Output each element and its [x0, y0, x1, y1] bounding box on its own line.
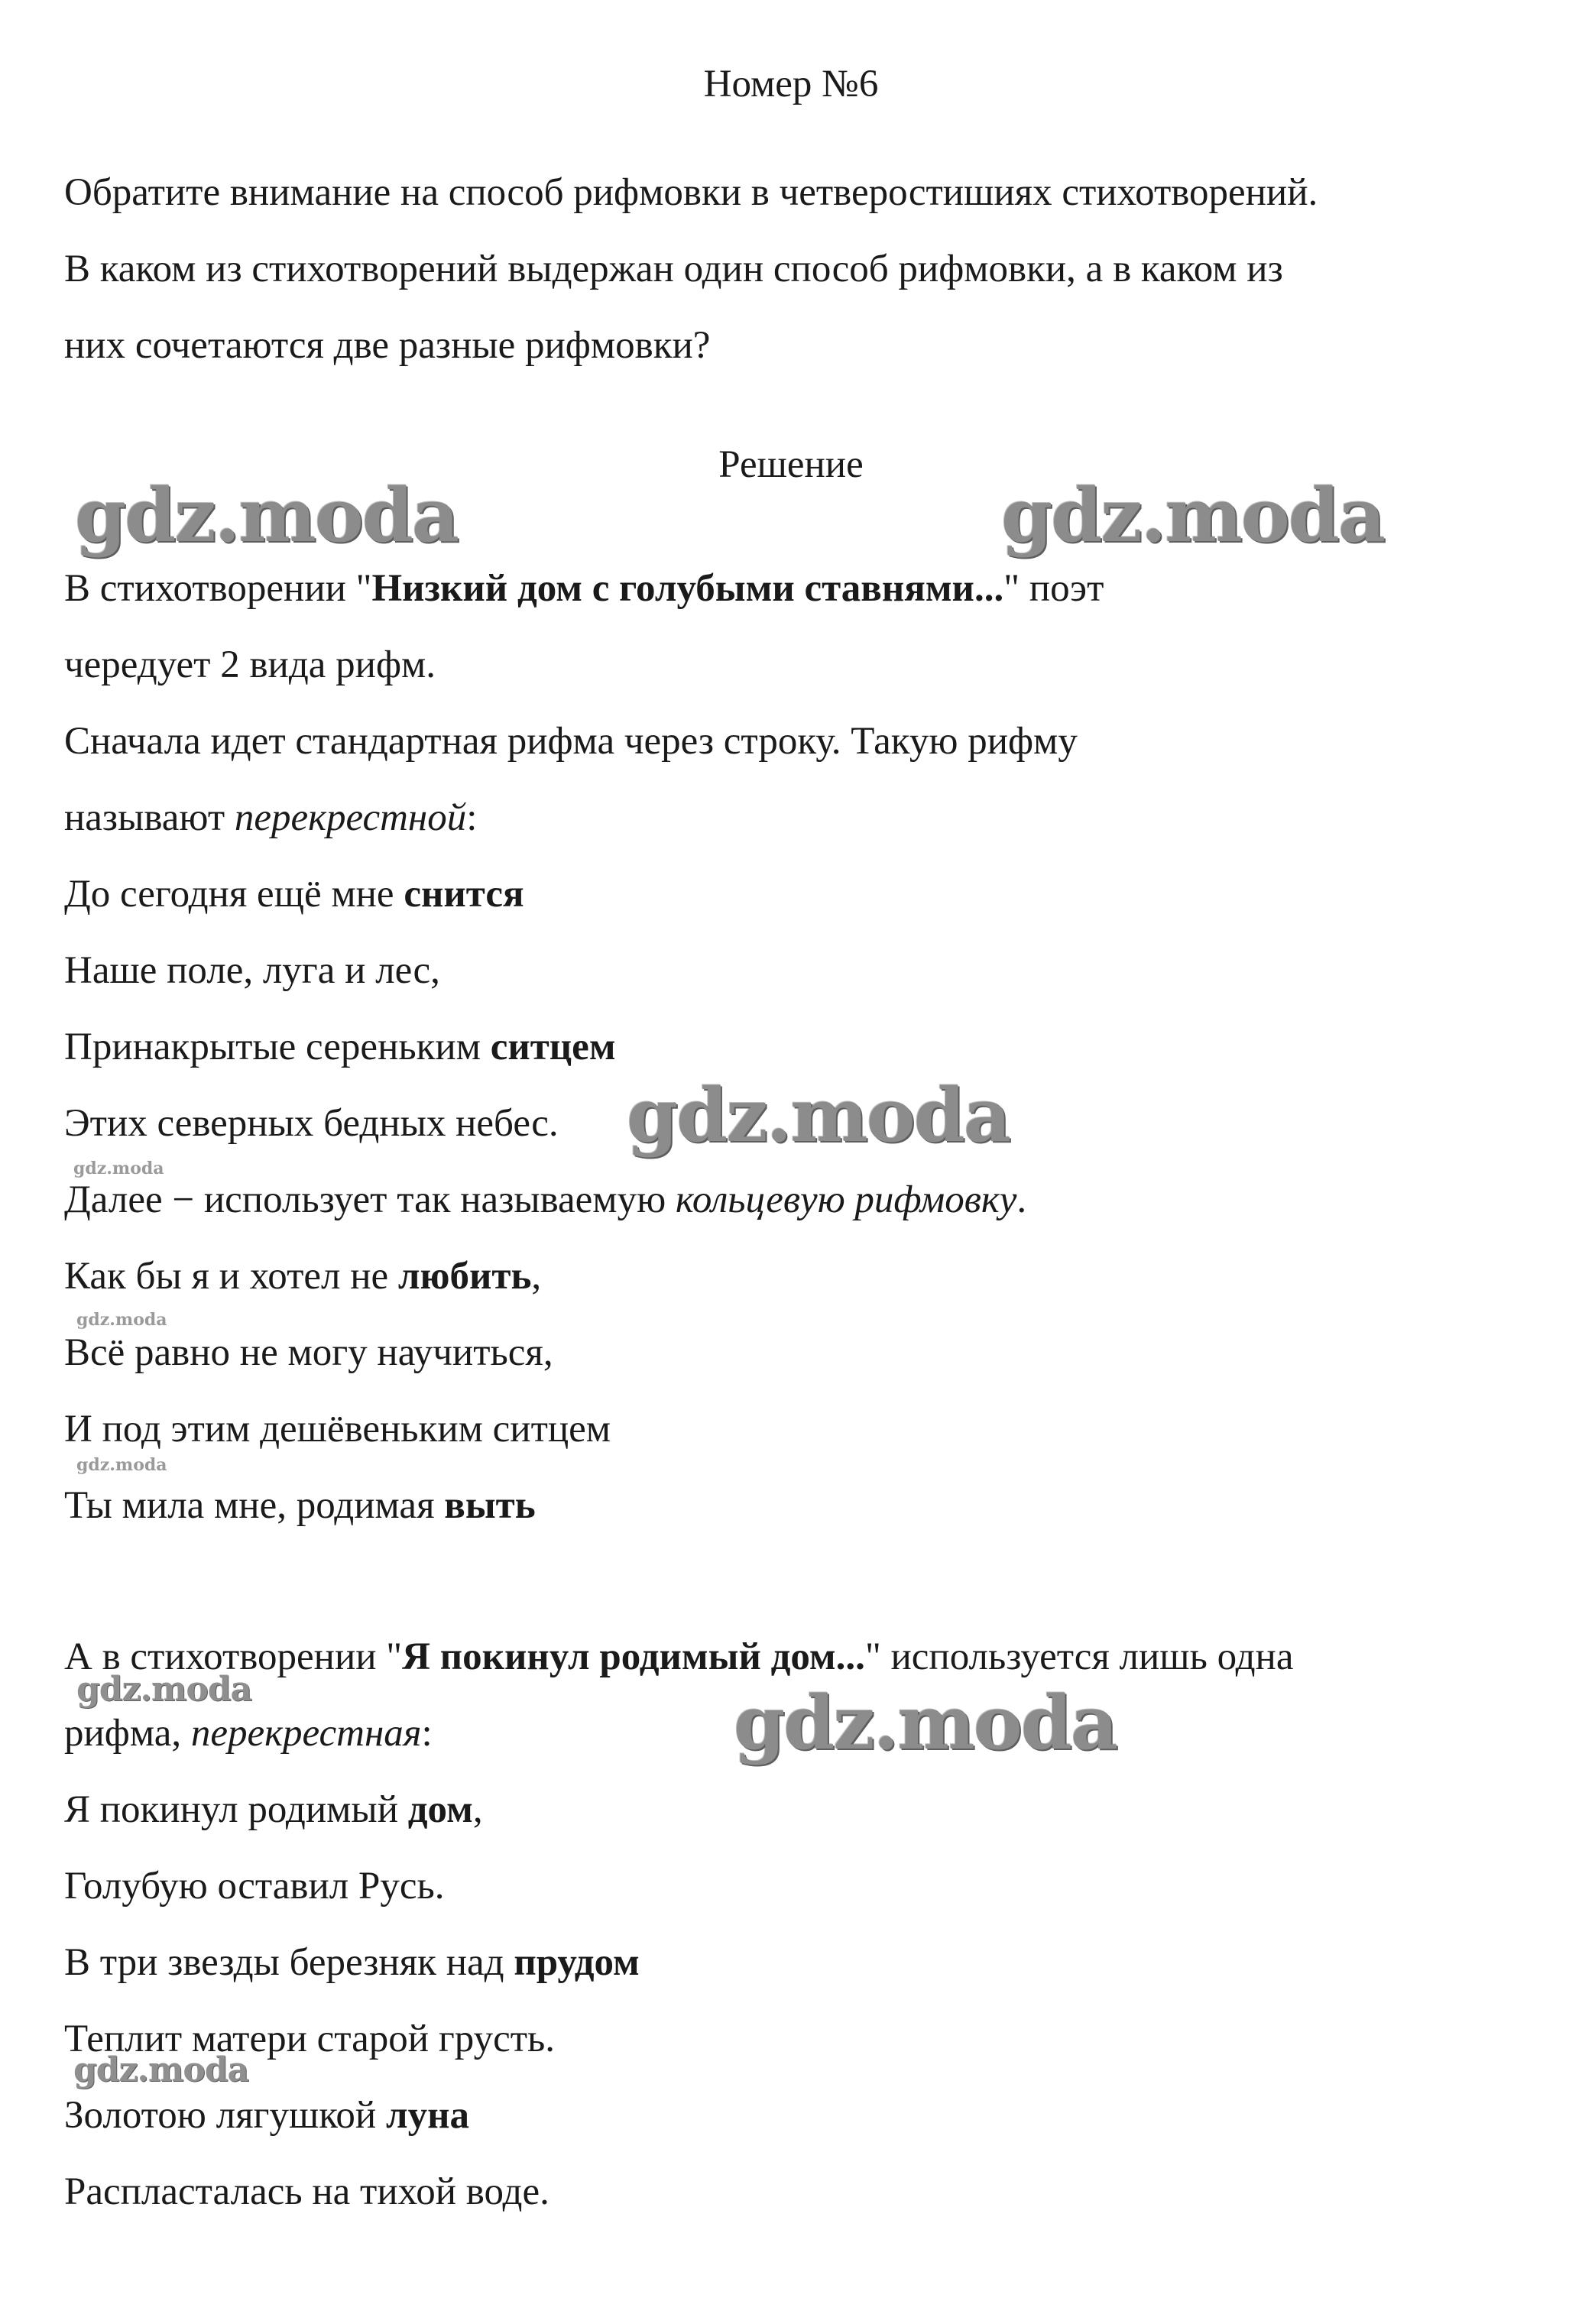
watermark-logo-small: gdz.moda [76, 1455, 167, 1475]
watermark-logo-small: gdz.moda [76, 1310, 167, 1330]
part2-intro: А в стихотворении "Я покинул родимый дом..." используется лишь одна [64, 1635, 1294, 1678]
stanza3-line-3: В три звезды березняк над прудом [64, 1941, 640, 1984]
cross-rhyme-term: перекрестной [234, 796, 467, 839]
part1-intro-cont: чередует 2 вида рифм. [64, 643, 436, 686]
stanza3-line-5: Золотою лягушкой луна [64, 2094, 469, 2137]
watermark-logo: gdz.moda [734, 1680, 1117, 1766]
question-line-1: Обратите внимание на способ рифмовки в четверостишиях стихотворений. [64, 171, 1318, 214]
page-title: Номер №6 [703, 63, 879, 105]
poem-title-1: Низкий дом с голубыми ставнями... [371, 567, 1004, 610]
stanza3-line-2: Голубую оставил Русь. [64, 1865, 445, 1907]
part1-intro: В стихотворении "Низкий дом с голубыми ставнями..." поэт [64, 567, 1104, 610]
cross-rhyme-term-line: называют перекрестной: [64, 796, 478, 839]
stanza2-line-2: Всё равно не могу научиться, [64, 1331, 553, 1374]
watermark-logo: gdz.moda [75, 472, 459, 559]
stanza3-line-4: Теплит матери старой грусть. [64, 2018, 556, 2060]
stanza3-line-1: Я покинул родимый дом, [64, 1788, 483, 1831]
stanza2-line-4: Ты мила мне, родимая выть [64, 1484, 536, 1527]
part2-rhyme-term: перекрестная [190, 1712, 422, 1755]
stanza2-line-3: И под этим дешёвеньким ситцем [64, 1408, 611, 1450]
watermark-logo: gdz.moda [627, 1072, 1010, 1159]
poem-title-2: Я покинул родимый дом... [402, 1635, 865, 1678]
watermark-logo-mid: gdz.moda [76, 1670, 252, 1709]
stanza3-line-6: Распласталась на тихой воде. [64, 2170, 549, 2213]
cross-rhyme-text: Сначала идет стандартная рифма через строку. Такую рифму [64, 720, 1078, 763]
stanza2-line-1: Как бы я и хотел не любить, [64, 1255, 542, 1298]
stanza1-line-1: До сегодня ещё мне снится [64, 873, 524, 916]
ring-rhyme-text: Далее − использует так называемую кольцевую рифмовку. [64, 1178, 1027, 1221]
watermark-logo: gdz.moda [1001, 472, 1385, 559]
part2-intro-cont: рифма, перекрестная: [64, 1712, 433, 1755]
watermark-logo-small: gdz.moda [73, 1159, 164, 1178]
stanza1-line-4: Этих северных бедных небес. [64, 1102, 559, 1145]
ring-rhyme-term: кольцевую рифмовку [675, 1178, 1017, 1221]
question-line-2: В каком из стихотворений выдержан один способ рифмовки, а в каком из [64, 248, 1283, 290]
question-line-3: них сочетаются две разные рифмовки? [64, 324, 711, 367]
stanza1-line-2: Наше поле, луга и лес, [64, 949, 440, 992]
stanza1-line-3: Принакрытые сереньким ситцем [64, 1026, 616, 1068]
solution-heading: Решение [718, 443, 864, 486]
watermark-logo-mid: gdz.moda [73, 2050, 249, 2089]
